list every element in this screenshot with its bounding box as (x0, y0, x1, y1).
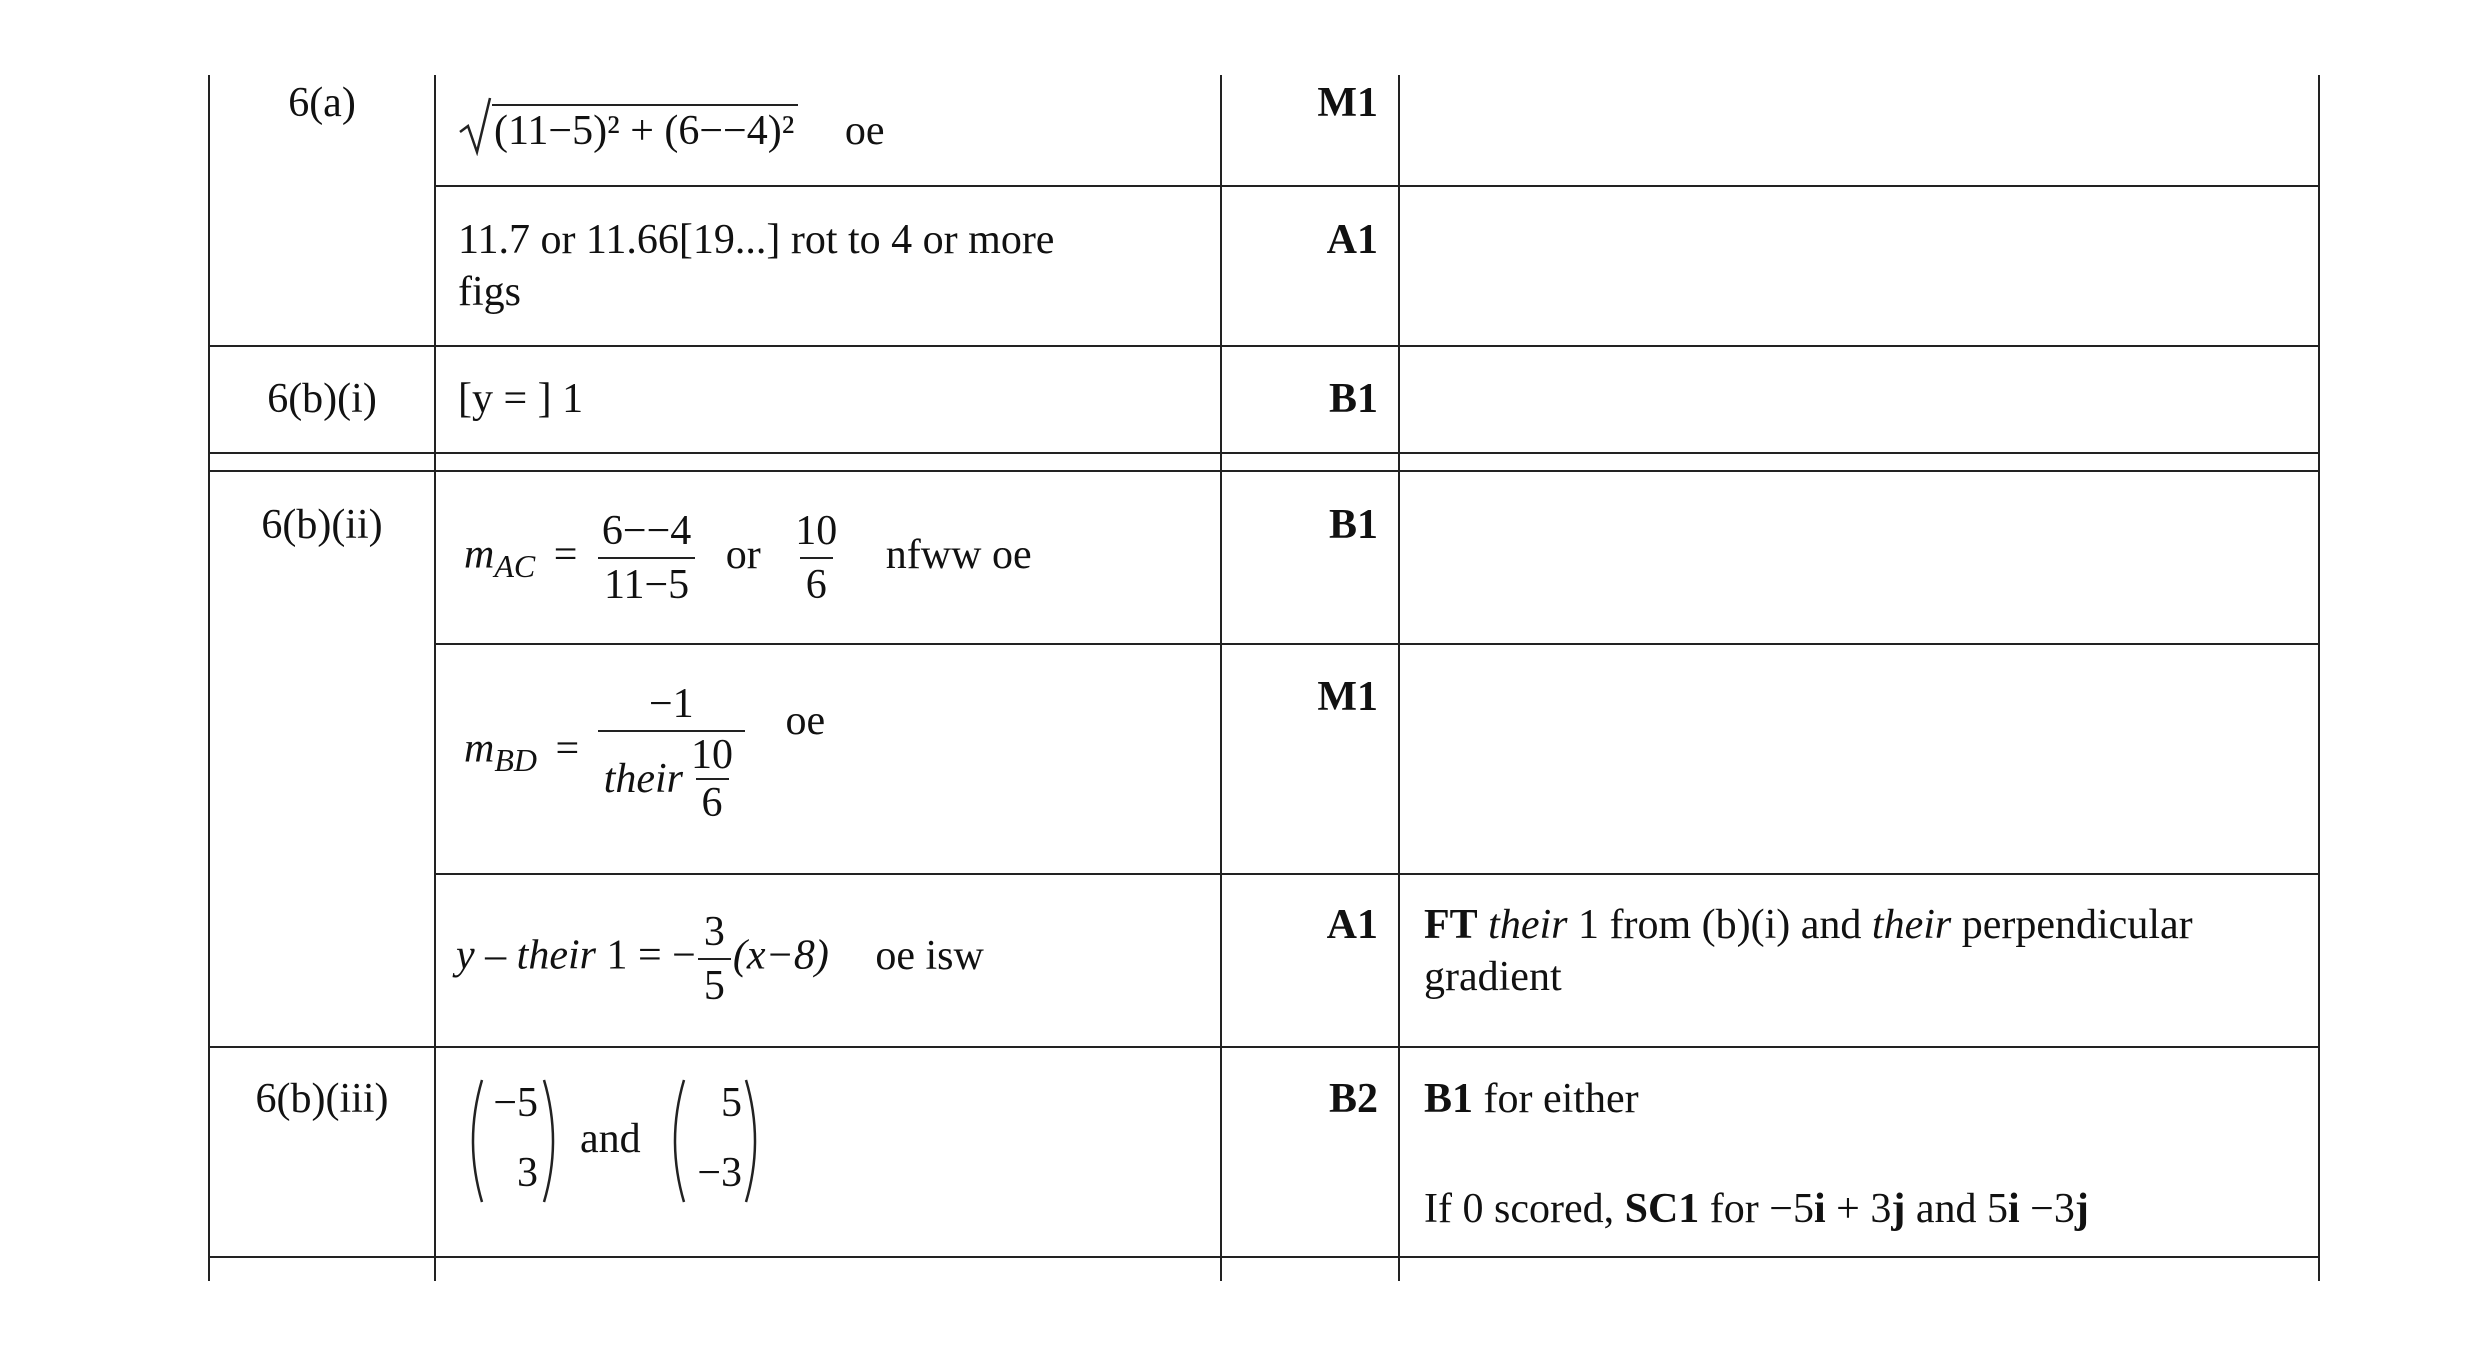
guidance-6biii-line2: If 0 scored, SC1 for −5i + 3j and 5i −3j (1424, 1186, 2089, 1232)
vector-2-top: 5 (721, 1080, 742, 1126)
row-line (208, 470, 2320, 472)
fraction: −1 their $\frac{10}{6}$ (598, 678, 745, 826)
question-number: 6(b)(iii) (255, 1076, 389, 1122)
mark-6bi-b1: B1 (1328, 376, 1378, 422)
and-text: and (580, 1116, 641, 1162)
question-number: 6(b)(ii) (261, 502, 383, 548)
left-paren-icon (664, 1078, 686, 1204)
guidance-6bii-line1: FT their 1 from (b)(i) and their perpendicular (1424, 902, 2193, 948)
row-line (208, 345, 2320, 347)
row-line (208, 1256, 2320, 1258)
row-line (434, 643, 2320, 645)
answer-suffix: oe (844, 108, 885, 154)
question-number: 6(a) (288, 80, 356, 126)
mark-6bii-a1: A1 (1326, 902, 1378, 948)
row-line (434, 873, 2320, 875)
col-line-right (2318, 75, 2320, 1281)
row-line (208, 1046, 2320, 1048)
sqrt-icon (458, 96, 492, 156)
guidance-6bii-line2: gradient (1424, 954, 1562, 1000)
fraction: $\frac{3}{5}$ (698, 906, 731, 1012)
fraction: $\frac{6--4}{11-5}$ (596, 505, 697, 611)
mark-6bii-b1: B1 (1328, 502, 1378, 548)
answer-6a-line2b: figs (458, 269, 521, 315)
question-number: 6(b)(i) (267, 376, 377, 422)
row-line (208, 452, 2320, 454)
vector-2-bottom: −3 (697, 1150, 742, 1196)
vector-1-bottom: 3 (517, 1150, 538, 1196)
mark-6a-m1: M1 (1317, 80, 1378, 126)
mark-6biii-b2: B2 (1328, 1076, 1378, 1122)
answer-6bi: [y = ] 1 (458, 376, 584, 422)
guidance-6biii-line1: B1 for either (1424, 1076, 1639, 1122)
left-paren-icon (462, 1078, 484, 1204)
answer-6bii-line3: y – their 1 = − $\frac{3}{5}$ (x−8) oe isw (456, 906, 984, 1012)
mark-6a-a1: A1 (1326, 217, 1378, 263)
fraction: $\frac{10}{6}$ (789, 505, 843, 611)
col-line-marks (1220, 75, 1222, 1281)
sqrt-expression: (11−5)² + (6−−4)² (492, 104, 798, 154)
answer-6bii-line1: $m_{AC}$ = $\frac{6--4}{11-5}$ or $\frac{10}{6}$ nfww oe (464, 505, 1032, 611)
row-line (434, 185, 2320, 187)
col-line-guidance (1398, 75, 1400, 1281)
col-line-answer (434, 75, 436, 1281)
mark-6bii-m1: M1 (1317, 674, 1378, 720)
answer-6a-line2a: 11.7 or 11.66[19...] rot to 4 or more (458, 217, 1055, 263)
right-paren-icon (542, 1078, 564, 1204)
right-paren-icon (744, 1078, 766, 1204)
answer-6bii-line2: $m_{BD}$ = −1 their $\frac{10}{6}$ oe (464, 678, 825, 826)
vector-1-top: −5 (493, 1080, 538, 1126)
fraction: $\frac{10}{6}$ (691, 732, 734, 826)
answer-6a-line1 (458, 96, 884, 156)
